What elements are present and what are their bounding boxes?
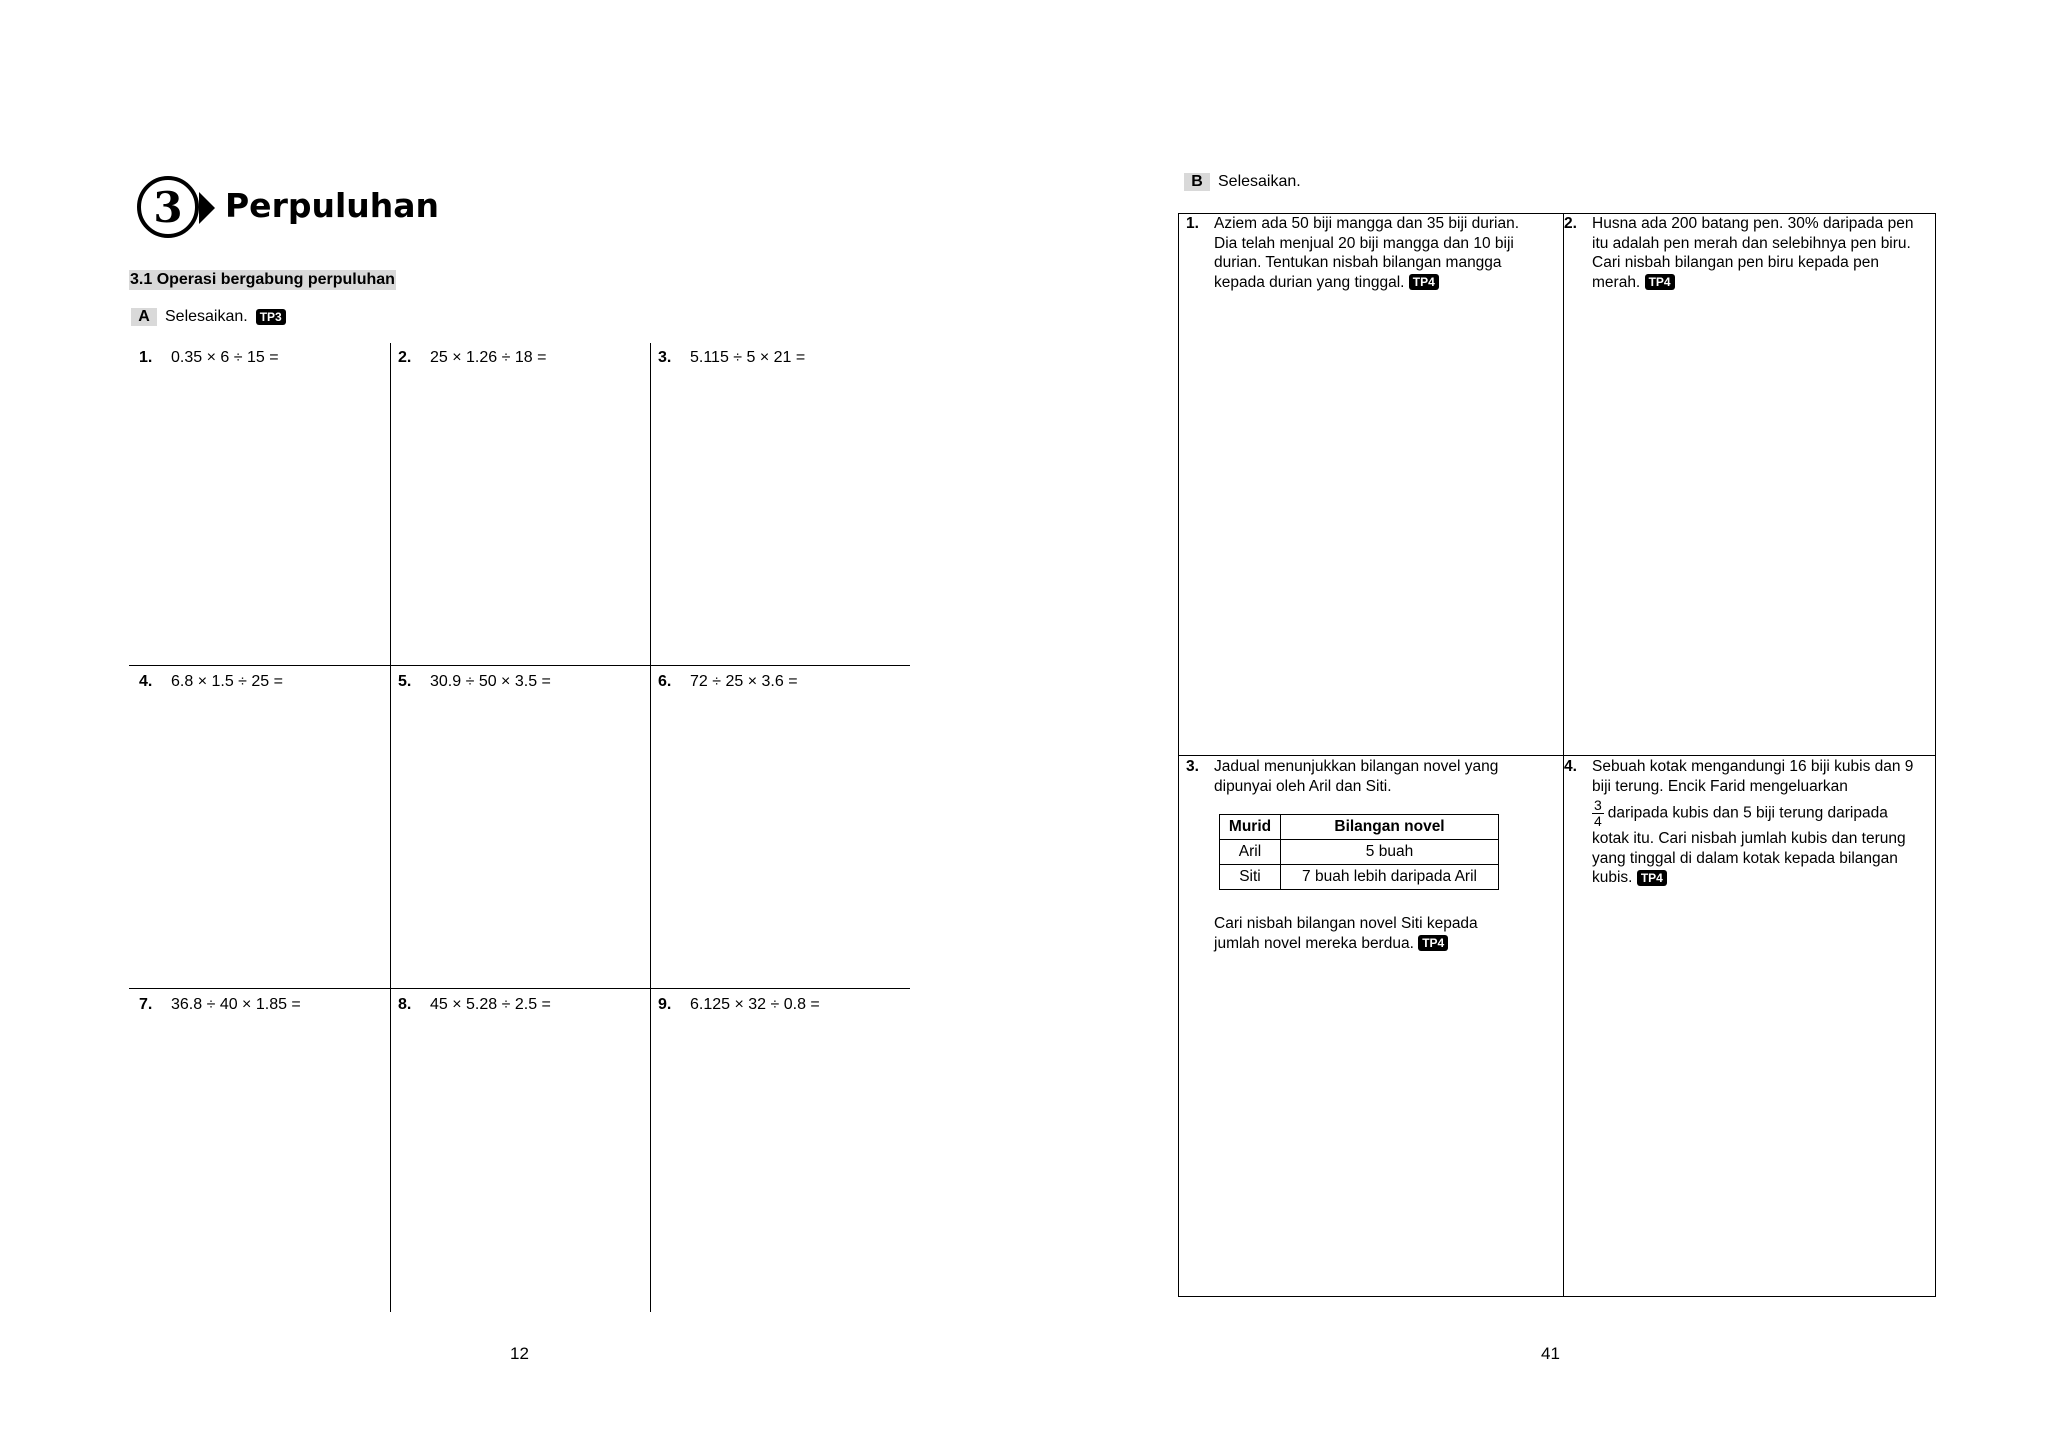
fraction: $\frac{3}{4}$ <box>1594 797 1602 829</box>
page-number-left: 12 <box>510 1344 529 1363</box>
grid-horizontal-line <box>129 988 910 989</box>
chapter-number-badge <box>137 176 199 238</box>
question-6: 6. 72 ÷ 25 × 3.6 = <box>658 673 798 690</box>
question-9: 9. 6.125 × 32 ÷ 0.8 = <box>658 996 820 1013</box>
question-5: 5. 30.9 ÷ 50 × 3.5 = <box>398 673 551 690</box>
problem-3: 3. Jadual menunjukkan bilangan novel yang dipunyai oleh Aril dan Siti. <box>1186 757 1531 796</box>
tp-badge: TP4 <box>1409 274 1439 290</box>
subsection-heading: 3.1 Operasi bergabung perpuluhan <box>130 271 395 288</box>
chapter-number: 3 <box>153 182 183 232</box>
section-a-instruction: Selesaikan. <box>165 308 248 325</box>
question-2: 2. 25 × 1.26 ÷ 18 = <box>398 349 547 366</box>
grid-horizontal-line <box>129 665 910 666</box>
problem-1: 1. Aziem ada 50 biji mangga dan 35 biji durian. Dia telah menjual 20 biji mangga dan 10 biji durian. Tentukan nisbah bilangan mangga kepada durian yang tinggal. TP4 <box>1186 215 1520 291</box>
table-row: Aril 5 buah <box>1220 840 1499 865</box>
tp-badge: TP3 <box>256 309 286 325</box>
novel-table <box>1219 814 1499 890</box>
problem-3-question: Cari nisbah bilangan novel Siti kepada jumlah novel mereka berdua. TP4 <box>1214 915 1478 952</box>
section-b-instruction: Selesaikan. <box>1218 173 1301 190</box>
problem-4: 4. Sebuah kotak mengandungi 16 biji kubis dan 9 biji terung. Encik Farid mengeluarkan $\frac{3}{4}$ daripada kubis dan 5 biji terung daripada kotak itu. Cari nisbah jumlah kubis dan terung yang tinggal di dalam kotak kepada bilangan kubis. TP4 <box>1564 758 1914 886</box>
grid-vertical-line <box>650 343 651 1312</box>
problem-1-text: Aziem ada 50 biji mangga dan 35 biji durian. Dia telah menjual 20 biji mangga dan 10 biji durian. Tentukan nisbah bilangan mangga kepada durian yang tinggal. <box>1214 215 1520 291</box>
question-3: 3. 5.115 ÷ 5 × 21 = <box>658 349 806 366</box>
grid-horizontal-line <box>1178 755 1936 756</box>
grid-vertical-line <box>390 343 391 1312</box>
section-a-letter: A <box>131 308 157 326</box>
chapter-arrow-icon <box>199 192 215 224</box>
chapter-title: Perpuluhan <box>225 186 440 225</box>
tp-badge: TP4 <box>1645 274 1675 290</box>
tp-badge: TP4 <box>1637 870 1667 886</box>
section-b-letter: B <box>1184 173 1210 191</box>
problem-2-text: Husna ada 200 batang pen. 30% daripada pen itu adalah pen merah dan selebihnya pen biru. Cari nisbah bilangan pen biru kepada pen merah. <box>1592 215 1914 291</box>
table-header: Bilangan novel <box>1281 815 1499 840</box>
question-1: 1. 0.35 × 6 ÷ 15 = <box>139 349 279 366</box>
novel-table-wrap <box>1219 814 1499 890</box>
problem-3-text: Jadual menunjukkan bilangan novel yang dipunyai oleh Aril dan Siti. <box>1214 758 1499 795</box>
table-header: Murid <box>1220 815 1281 840</box>
tp-badge: TP4 <box>1418 935 1448 951</box>
page-number-right: 41 <box>1541 1344 1560 1363</box>
table-row: Siti 7 buah lebih daripada Aril <box>1220 865 1499 890</box>
question-7: 7. 36.8 ÷ 40 × 1.85 = <box>139 996 301 1013</box>
section-b-header <box>1184 173 1301 191</box>
section-a-header <box>131 308 286 326</box>
problem-2: 2. Husna ada 200 batang pen. 30% daripada pen itu adalah pen merah dan selebihnya pen biru. Cari nisbah bilangan pen biru kepada pen merah. TP4 <box>1564 215 1914 291</box>
question-8: 8. 45 × 5.28 ÷ 2.5 = <box>398 996 551 1013</box>
question-4: 4. 6.8 × 1.5 ÷ 25 = <box>139 673 283 690</box>
